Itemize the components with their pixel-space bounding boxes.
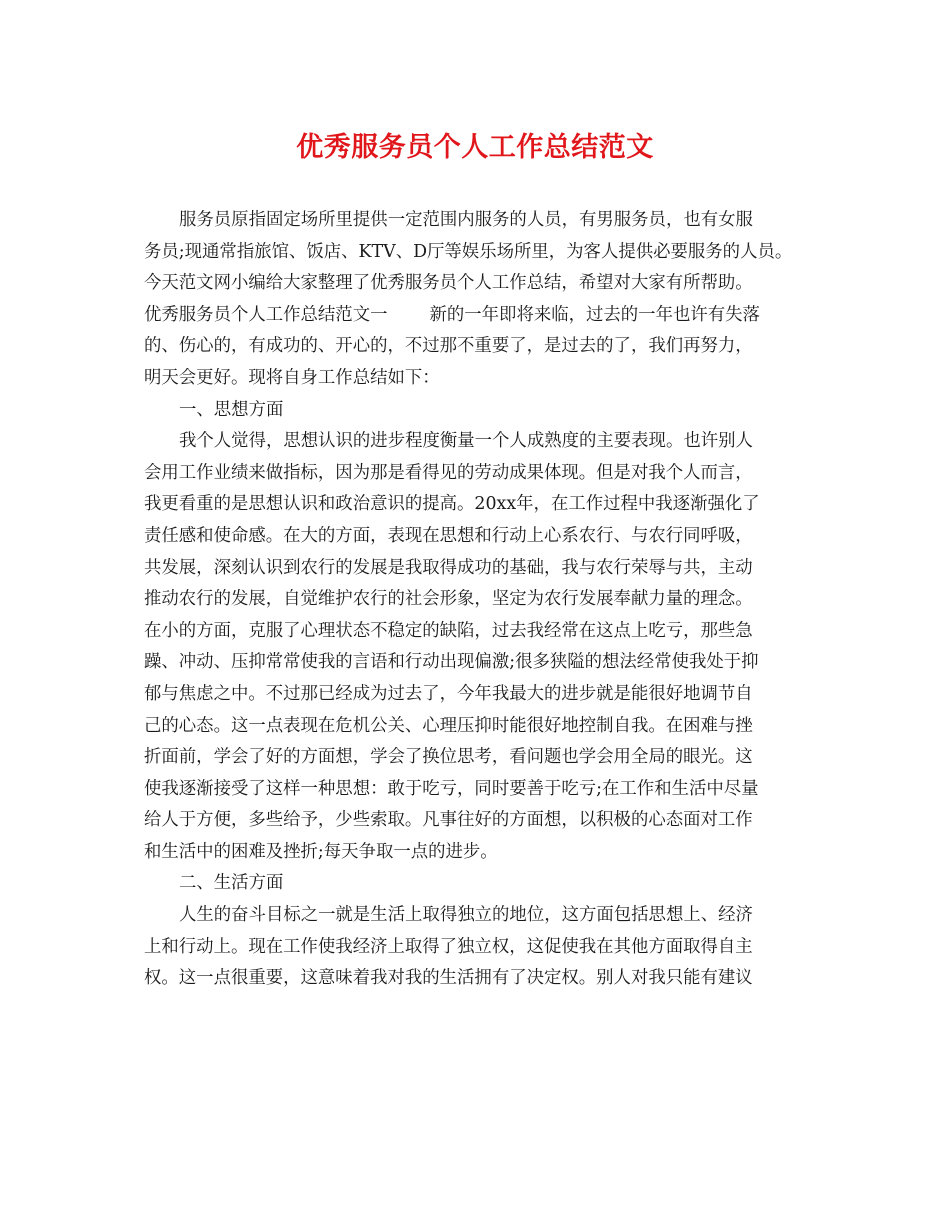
text-line: 我更看重的是思想认识和政治意识的提高。20xx年，在工作过程中我逐渐强化了 xyxy=(144,494,760,515)
text-line: 己的心态。这一点表现在危机公关、心理压抑时能很好地控制自我。在困难与挫 xyxy=(144,715,753,736)
text-line: 今天范文网小编给大家整理了优秀服务员个人工作总结，希望对大家有所帮助。 xyxy=(144,273,753,294)
text-line: 人生的奋斗目标之一就是生活上取得独立的地位，这方面包括思想上、经济 xyxy=(179,905,753,926)
section-heading-inline: 优秀服务员个人工作总结范文一 xyxy=(144,304,388,325)
text-line: 上和行动上。现在工作使我经济上取得了独立权，这促使我在其他方面取得自主 xyxy=(144,936,753,957)
text-line: 共发展，深刻认识到农行的发展是我取得成功的基础，我与农行荣辱与共，主动 xyxy=(144,557,753,578)
text-line: 服务员原指固定场所里提供一定范围内服务的人员，有男服务员，也有女服 xyxy=(179,210,753,230)
text-line: 务员;现通常指旅馆、饭店、KTV、D厅等娱乐场所里，为客人提供必要服务的人员。 xyxy=(144,241,793,262)
text-line: 折面前，学会了好的方面想，学会了换位思考，看问题也学会用全局的眼光。这 xyxy=(144,747,753,768)
text-line: 我个人觉得，思想认识的进步程度衡量一个人成熟度的主要表现。也许别人 xyxy=(179,431,753,452)
text-line: 权。这一点很重要，这意味着我对我的生活拥有了决定权。别人对我只能有建议 xyxy=(144,968,753,989)
text-line: 在小的方面，克服了心理状态不稳定的缺陷，过去我经常在这点上吃亏，那些急 xyxy=(144,620,753,641)
text-line: 躁、冲动、压抑常常使我的言语和行动出现偏激;很多狭隘的想法经常使我处于抑 xyxy=(144,652,759,673)
text-line: 和生活中的困难及挫折;每天争取一点的进步。 xyxy=(144,841,498,862)
document-title: 优秀服务员个人工作总结范文 xyxy=(296,132,654,163)
text-line: 给人于方便，多些给予，少些索取。凡事往好的方面想，以积极的心态面对工作 xyxy=(144,810,753,831)
section-heading: 一、思想方面 xyxy=(179,399,284,420)
text-fragment: 新的一年即将来临，过去的一年也许有失落 xyxy=(429,304,760,325)
text-line: 郁与焦虑之中。不过那已经成为过去了，今年我最大的进步就是能很好地调节自 xyxy=(144,683,753,704)
section-heading: 二、生活方面 xyxy=(179,873,284,894)
text-line: 责任感和使命感。在大的方面，表现在思想和行动上心系农行、与农行同呼吸， xyxy=(144,525,753,546)
document-body xyxy=(144,205,824,995)
text-line: 的、伤心的，有成功的、开心的，不过那不重要了，是过去的了，我们再努力， xyxy=(144,336,753,357)
text-line-mixed xyxy=(144,300,824,332)
text-line: 使我逐渐接受了这样一种思想：敢于吃亏，同时要善于吃亏;在工作和生活中尽量 xyxy=(144,778,759,799)
text-line: 会用工作业绩来做指标，因为那是看得见的劳动成果体现。但是对我个人而言， xyxy=(144,462,753,483)
text-line: 明天会更好。现将自身工作总结如下： xyxy=(144,367,440,388)
text-line: 推动农行的发展，自觉维护农行的社会形象，坚定为农行发展奉献力量的理念。 xyxy=(144,589,753,610)
